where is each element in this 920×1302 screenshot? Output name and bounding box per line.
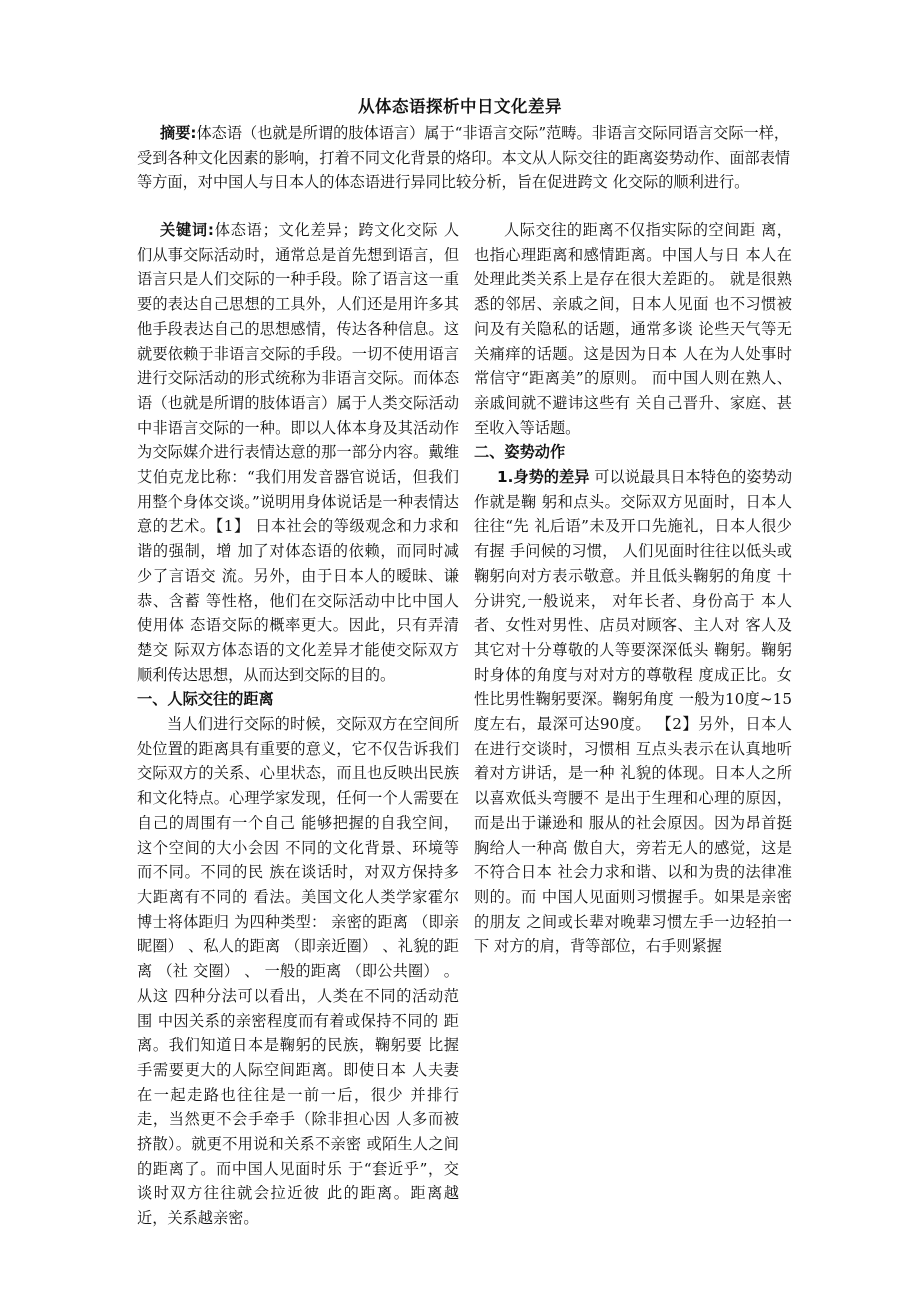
document-title: 从体态语探析中日文化差异 xyxy=(358,97,562,116)
keywords-label: 关键词: xyxy=(160,221,214,239)
abstract-text: 体态语（也就是所谓的肢体语言）属于“非语言交际”范畴。非语言交际同语言交际一样，受到各种文化因素的影响，打着不同文化背景的烙印。本文从人际交往的距离姿势动作、面部表情等方面，对中国人与日本人的体态语进行异同比较分析，旨在促进跨文 化交际的顺利进行。 xyxy=(137,124,791,191)
section2-text: 可以说最具日本特色的姿势动作就是鞠 躬和点头。交际双方见面时，日本人往往“先 礼后语”未及开口先施礼，日本人很少有握 手问候的习惯， 人们见面时往往以低头或 鞠躬向对方表示敬意。并且低头鞠躬的角度 十分讲究,一般说来， 对年长者、身份高于 本人者、女性对男性、店员对顾客、主人对 客人及其它对十分尊敬的人等要深深低头 鞠躬。鞠躬时身体的角度与对对方的尊敬程 度成正比。女性比男性鞠躬要深。鞠躬角度 一般为10度~15度左右，最深可达90度。 【2】另外，日本人在进行交谈时，习惯相 互点头表示在认真地听着对方讲话，是一种 礼貌的体现。日本人之所以喜欢低头弯腰不 是出于生理和心理的原因，而是出于谦逊和 服从的社会原因。因为昂首挺胸给人一种高 傲自大，旁若无人的感觉，这是不符合日本 社会力求和谐、以和为贵的法律准则的。而 中国人见面则习惯握手。如果是亲密的朋友 之间或长辈对晚辈习惯左手一边轻拍一下 对方的肩，背等部位，右手则紧握 xyxy=(474,468,793,956)
section2-paragraph-1 xyxy=(474,465,792,959)
section1-paragraph-2: 人际交往的距离不仅指实际的空间距 离，也指心理距离和感情距离。中国人与日 本人在处理此类关系上是存在很大差距的。 就是很熟悉的邻居、亲戚之间，日本人见面 也不习惯被问及有关隐私的话题，通常多谈 论些天气等无关痛痒的话题。这是因为日本 人在为人处事时常信守“距离美”的原则。 而中国人则在熟人、亲戚间就不避讳这些有 关自己晋升、家庭、甚至收入等话题。 xyxy=(474,221,792,437)
section2-sub-label: 1.身势的差异 xyxy=(497,468,590,487)
abstract-paragraph xyxy=(137,121,791,195)
keywords-text: 体态语；文化差异；跨文化交际 人们从事交际活动时，通常总是首先想到语言，但语言只是人们交际的一种手段。除了语言这一重要的表达自己思想的工具外，人们还是用许多其他手段表达自己的思想感情，传达各种信息。这就要依赖于非语言交际的手段。一切不使用语言进行交际活动的形式统称为非语言交际。而体态语（也就是所谓的肢体语言）属于人类交际活动中非语言交际的一种。即以人体本身及其活动作为交际媒介进行表情达意的那一部分内容。戴维艾伯克龙比称：“我们用发音器官说话，但我们用整个身体交谈。”说明用身体说话是一种表情达意的艺术。【1】 日本社会的等级观念和力求和谐的强制，增 加了对体态语的依赖，而同时减少了言语交 流。另外，由于日本人的暧昧、谦恭、含蓄 等性格，他们在交际活动中比中国人使用体 态语交际的概率更大。因此，只有弄清楚交 际双方体态语的文化差异才能使交际双方 顺利传达思想，从而达到交际的目的。 xyxy=(137,221,460,684)
section1-heading: 一、人际交往的距离 xyxy=(137,690,274,709)
left-column xyxy=(137,218,459,1231)
abstract-label: 摘要: xyxy=(160,124,197,142)
keywords-paragraph xyxy=(137,218,459,687)
right-column xyxy=(474,218,792,959)
section2-heading: 二、姿势动作 xyxy=(474,443,566,462)
section1-paragraph-1: 当人们进行交际的时候，交际双方在空间所处位置的距离具有重要的意义，它不仅告诉我们交际双方的关系、心里状态，而且也反映出民族和文化特点。心理学家发现，任何一个人需要在自己的周围有一个自己 能够把握的自我空间，这个空间的大小会因 不同的文化背景、环境等而不同。不同的民 族在谈话时，对双方保持多大距离有不同的 看法。美国文化人类学家霍尔博士将体距归 为四种类型： 亲密的距离 （即亲昵圈） 、私人的距离 （即亲近圈） 、礼貌的距离 （社 交圈） 、 一般的距离 （即公共圈） 。从这 四种分法可以看出，人类在不同的活动范围 中因关系的亲密程度而有着或保持不同的 距离。我们知道日本是鞠躬的民族，鞠躬要 比握手需要更大的人际空间距离。即使日本 人夫妻在一起走路也往往是一前一后，很少 并排行走，当然更不会手牵手（除非担心因 人多而被挤散）。就更不用说和关系不亲密 或陌生人之间的距离了。而中国人见面时乐 于“套近乎”，交谈时双方往往就会拉近彼 此的距离。距离越近，关系越亲密。 xyxy=(137,715,459,1228)
